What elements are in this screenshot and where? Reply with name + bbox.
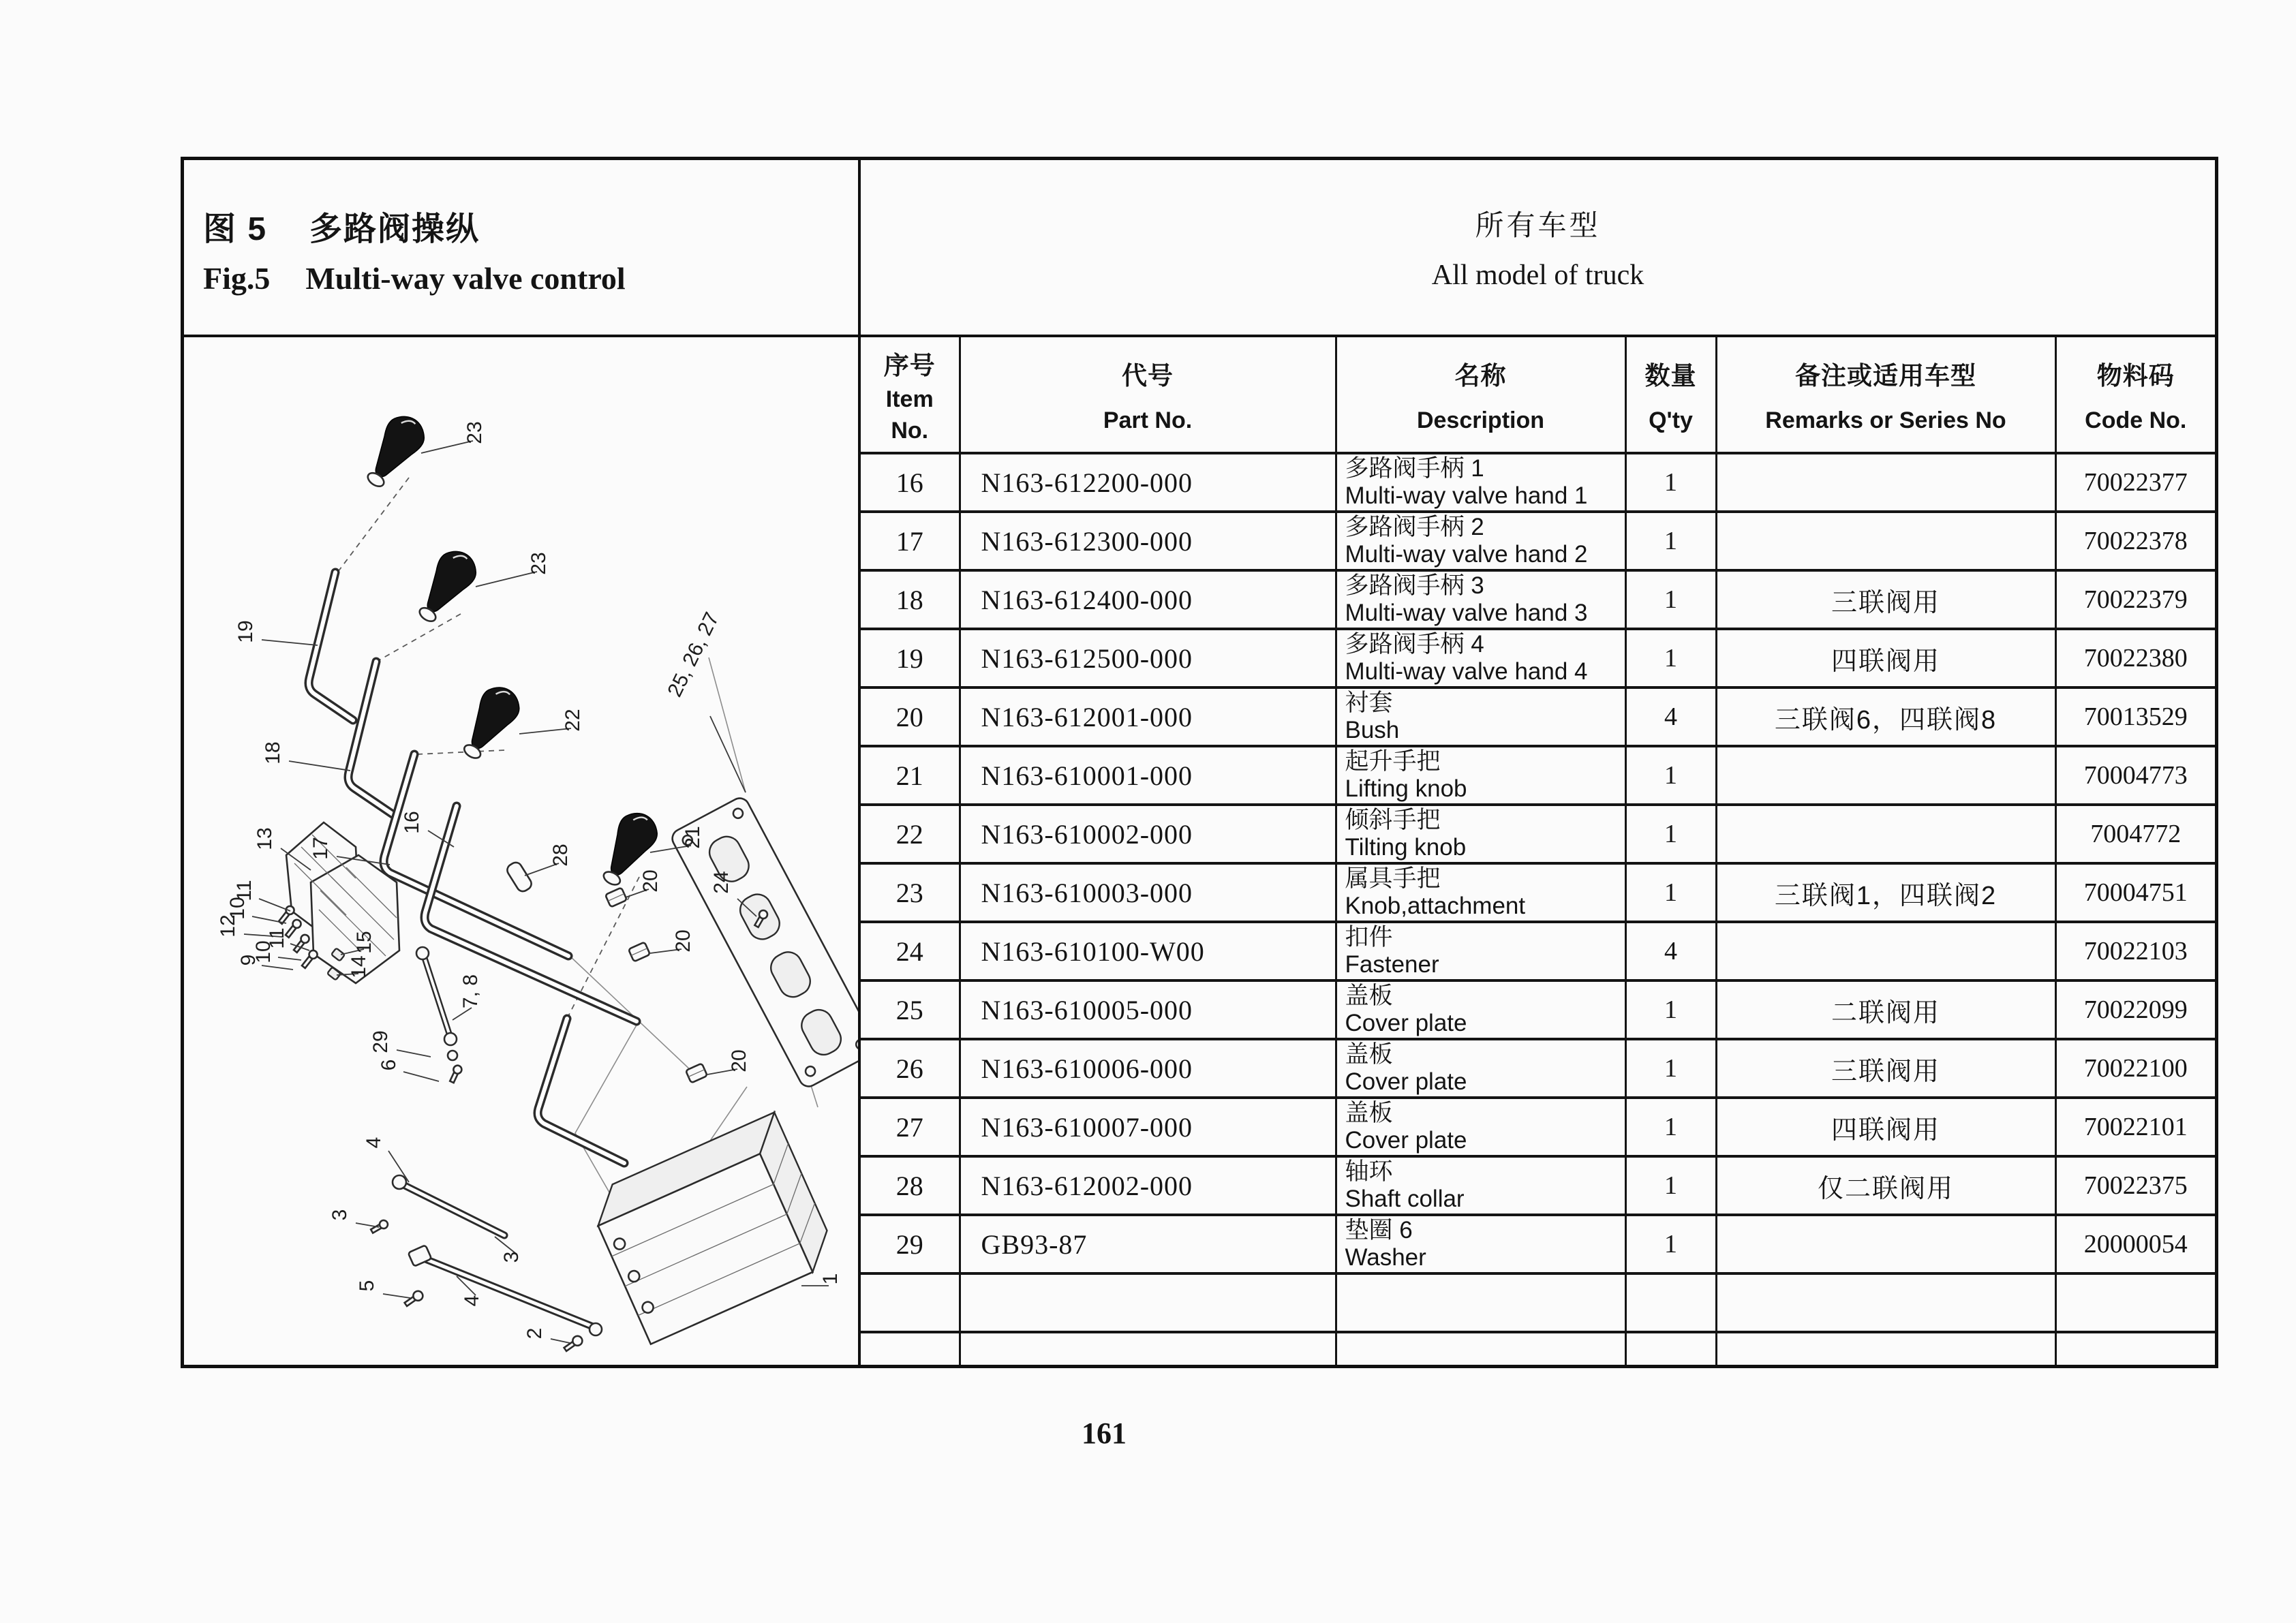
qty-cell: 1 — [1625, 863, 1716, 922]
parts-table-panel — [861, 337, 2215, 1365]
part-no-cell: N163-612001-000 — [960, 687, 1336, 746]
callout-label: 12 — [217, 914, 239, 938]
remarks-cell — [1716, 805, 2055, 863]
bush-20-b — [628, 942, 650, 962]
figure-number-cn: 图 5 — [203, 211, 268, 247]
description-cn: 扣件 — [1345, 924, 1393, 950]
qty-cell: 1 — [1625, 1098, 1716, 1156]
construction-line — [570, 956, 692, 1072]
callout-label: 19 — [234, 620, 257, 643]
knob-23-a — [356, 409, 431, 495]
tie-rod-4-a — [393, 1175, 504, 1235]
item-no-cell: 24 — [861, 922, 960, 980]
code-cell: 20000054 — [2055, 1215, 2215, 1273]
description-cn: 垫圈 6 — [1345, 1217, 1413, 1243]
description-cell — [1336, 687, 1625, 746]
table-row — [861, 863, 2215, 922]
assembly-axis-line — [338, 478, 409, 572]
qty-cell: 1 — [1625, 805, 1716, 863]
table-row — [861, 1098, 2215, 1156]
description-cell — [1336, 453, 1625, 512]
callout-label: 14 — [348, 955, 370, 978]
callout-leader — [262, 965, 293, 970]
col-header-description: 名称 Description — [1336, 337, 1625, 453]
qty-cell: 1 — [1625, 1156, 1716, 1215]
link-rod-7-8 — [416, 947, 463, 1083]
description-en: Knob,attachment — [1345, 893, 1526, 919]
description-cell — [1336, 1156, 1625, 1215]
remarks-cell: 四联阀用 — [1716, 629, 2055, 687]
col-header-code: 物料码 Code No. — [2055, 337, 2215, 453]
callout-label: 22 — [562, 709, 584, 732]
description-en: Bush — [1345, 717, 1400, 743]
item-no-cell: 26 — [861, 1039, 960, 1098]
qty-cell: 1 — [1625, 980, 1716, 1039]
callout-label: 29 — [369, 1030, 392, 1053]
table-row — [861, 1156, 2215, 1215]
part-no-cell: N163-612400-000 — [960, 570, 1336, 629]
description-cn: 盖板 — [1345, 1100, 1393, 1126]
item-no-cell: 25 — [861, 980, 960, 1039]
callout-leader — [383, 1294, 410, 1298]
description-en: Cover plate — [1345, 1127, 1467, 1154]
remarks-cell — [1716, 922, 2055, 980]
table-row-filler — [861, 1332, 2215, 1365]
qty-cell: 1 — [1625, 453, 1716, 512]
remarks-cell: 三联阀1，四联阀2 — [1716, 863, 2055, 922]
qty-cell: 1 — [1625, 746, 1716, 805]
table-row — [861, 629, 2215, 687]
item-no-cell: 29 — [861, 1215, 960, 1273]
remarks-cell — [1716, 746, 2055, 805]
exploded-view-diagram — [184, 337, 858, 1362]
col-header-remarks: 备注或适用车型 Remarks or Series No — [1716, 337, 2055, 453]
remarks-cell — [1716, 1273, 2055, 1332]
table-row-empty — [861, 1273, 2215, 1332]
callout-label: 20 — [639, 869, 662, 893]
code-cell: 70022100 — [2055, 1039, 2215, 1098]
description-cn: 倾斜手把 — [1345, 807, 1441, 833]
callout-label: 3 — [328, 1209, 351, 1221]
code-cell: 70022101 — [2055, 1098, 2215, 1156]
callout-label: 9 — [237, 954, 260, 966]
callout-label: 21 — [682, 826, 704, 849]
callout-label: 24 — [710, 871, 733, 894]
callout-leader — [453, 1008, 472, 1020]
applicability-en: All model of truck — [1431, 260, 1644, 291]
left-column — [184, 160, 861, 1365]
applicability-cn: 所有车型 — [1475, 209, 1601, 241]
callout-label: 25, 26, 27 — [663, 608, 724, 701]
callout-leader — [495, 1237, 515, 1253]
figure-name-en: Multi-way valve control — [305, 261, 626, 296]
part-no-cell: N163-610100-W00 — [960, 922, 1336, 980]
callout-leader — [278, 957, 301, 960]
figure-panel — [184, 337, 858, 1365]
item-no-cell: 18 — [861, 570, 960, 629]
item-no-cell: 22 — [861, 805, 960, 863]
callout-leader — [262, 640, 318, 645]
code-cell: 70022099 — [2055, 980, 2215, 1039]
lever-rod-19 — [309, 572, 353, 720]
item-no-cell: 17 — [861, 512, 960, 570]
parts-table-tail — [861, 1273, 2215, 1365]
table-row — [861, 746, 2215, 805]
knob-22 — [453, 680, 526, 767]
item-no-cell: 20 — [861, 687, 960, 746]
applicability-header — [861, 160, 2215, 337]
item-no-cell: 23 — [861, 863, 960, 922]
description-cell — [1336, 980, 1625, 1039]
code-cell: 70004773 — [2055, 746, 2215, 805]
description-en: Multi-way valve hand 4 — [1345, 658, 1588, 685]
remarks-cell — [1716, 512, 2055, 570]
item-no-cell: 19 — [861, 629, 960, 687]
bush-20-a — [605, 888, 627, 908]
description-cn: 属具手把 — [1345, 865, 1441, 892]
part-no-cell: N163-612300-000 — [960, 512, 1336, 570]
description-cn: 起升手把 — [1345, 748, 1441, 775]
table-row — [861, 512, 2215, 570]
description-cell — [1336, 1273, 1625, 1332]
item-no-cell: 27 — [861, 1098, 960, 1156]
parts-table-body — [861, 453, 2215, 1273]
part-no-cell — [960, 1273, 1336, 1332]
callout-leader — [403, 1072, 439, 1081]
figure-name-cn: 多路阀操纵 — [309, 211, 480, 247]
callout-label: 4 — [461, 1295, 483, 1307]
remarks-cell — [1716, 453, 2055, 512]
part-no-cell: N163-610003-000 — [960, 863, 1336, 922]
figure-title-cn — [203, 202, 858, 249]
description-cell — [1336, 1098, 1625, 1156]
part-no-cell: N163-610002-000 — [960, 805, 1336, 863]
callout-label: 17 — [309, 837, 332, 860]
table-row — [861, 453, 2215, 512]
table-row — [861, 922, 2215, 980]
col-header-qty: 数量 Q'ty — [1625, 337, 1716, 453]
callout-label: 13 — [254, 827, 276, 850]
callout-label: 1 — [819, 1273, 842, 1285]
description-cn: 盖板 — [1345, 983, 1393, 1009]
table-row — [861, 980, 2215, 1039]
callout-label: 10 — [226, 897, 249, 920]
callout-leader — [397, 1050, 431, 1057]
description-cn: 多路阀手柄 1 — [1345, 455, 1484, 482]
remarks-cell: 三联阀用 — [1716, 1039, 2055, 1098]
description-cn: 多路阀手柄 2 — [1345, 514, 1484, 540]
part-no-cell: N163-612002-000 — [960, 1156, 1336, 1215]
qty-cell — [1625, 1273, 1716, 1332]
callout-leader — [259, 899, 290, 911]
shaft-collar-28 — [505, 861, 534, 894]
description-cell — [1336, 805, 1625, 863]
callout-label: 2 — [523, 1327, 546, 1340]
callout-leader — [356, 1223, 379, 1227]
part-no-cell: N163-610005-000 — [960, 980, 1336, 1039]
lever-rod-18 — [348, 662, 393, 814]
callout-leader — [551, 1339, 570, 1343]
description-cell — [1336, 1039, 1625, 1098]
part-no-cell: N163-610006-000 — [960, 1039, 1336, 1098]
code-cell — [2055, 1273, 2215, 1332]
remarks-cell: 二联阀用 — [1716, 980, 2055, 1039]
bush-20-c — [686, 1064, 707, 1083]
description-cell — [1336, 863, 1625, 922]
assembly-axis-line — [379, 614, 461, 660]
col-header-item: 序号 Item No. — [861, 337, 960, 453]
table-header-row — [861, 337, 2215, 453]
code-cell: 70022378 — [2055, 512, 2215, 570]
description-cell — [1336, 512, 1625, 570]
remarks-cell: 三联阀6，四联阀8 — [1716, 687, 2055, 746]
part-no-cell: N163-610007-000 — [960, 1098, 1336, 1156]
item-no-cell: 28 — [861, 1156, 960, 1215]
code-cell: 70022380 — [2055, 629, 2215, 687]
description-en: Multi-way valve hand 3 — [1345, 600, 1588, 626]
table-row — [861, 1215, 2215, 1273]
description-en: Fastener — [1345, 951, 1439, 978]
description-en: Lifting knob — [1345, 775, 1467, 802]
description-cn: 盖板 — [1345, 1041, 1393, 1068]
description-en: Multi-way valve hand 1 — [1345, 482, 1588, 509]
qty-cell: 1 — [1625, 512, 1716, 570]
callout-label: 20 — [728, 1049, 750, 1072]
qty-cell: 1 — [1625, 1215, 1716, 1273]
callout-label: 3 — [500, 1251, 523, 1263]
valve-block-1 — [585, 1113, 840, 1344]
callout-label: 11 — [266, 927, 288, 949]
code-cell: 70022379 — [2055, 570, 2215, 629]
code-cell: 70013529 — [2055, 687, 2215, 746]
description-en: Shaft collar — [1345, 1186, 1465, 1212]
right-column — [861, 160, 2215, 1365]
callout-label: 4 — [363, 1137, 385, 1149]
lever-rod-21 — [538, 1019, 624, 1163]
description-cell — [1336, 629, 1625, 687]
remarks-cell: 仅二联阀用 — [1716, 1156, 2055, 1215]
remarks-cell: 三联阀用 — [1716, 570, 2055, 629]
table-row — [861, 1039, 2215, 1098]
callout-label: 5 — [356, 1280, 378, 1292]
code-cell: 70004751 — [2055, 863, 2215, 922]
page-number: 161 — [1082, 1417, 1127, 1450]
assembly-axis-line — [417, 750, 504, 754]
parts-table — [861, 337, 2215, 1365]
item-no-cell — [861, 1273, 960, 1332]
item-no-cell: 16 — [861, 453, 960, 512]
description-cn: 衬套 — [1345, 690, 1393, 716]
part-no-cell: N163-610001-000 — [960, 746, 1336, 805]
callout-label: 15 — [353, 931, 376, 954]
part-no-cell: N163-612200-000 — [960, 453, 1336, 512]
code-cell: 70022375 — [2055, 1156, 2215, 1215]
item-no-cell: 21 — [861, 746, 960, 805]
callout-label: 28 — [549, 844, 572, 867]
lever-rod-17 — [384, 754, 568, 956]
bolt-3-a — [370, 1219, 390, 1235]
part-no-cell: N163-612500-000 — [960, 629, 1336, 687]
table-row — [861, 805, 2215, 863]
bolt-5 — [403, 1289, 425, 1308]
callout-label: 10 — [252, 940, 275, 963]
callout-label: 18 — [262, 741, 284, 764]
qty-cell: 1 — [1625, 570, 1716, 629]
bracket-13 — [286, 822, 399, 983]
callout-label: 23 — [527, 552, 550, 575]
col-header-part-no: 代号 Part No. — [960, 337, 1336, 453]
callout-label: 20 — [672, 929, 694, 953]
description-en: Tilting knob — [1345, 834, 1467, 861]
figure-number-en: Fig.5 — [203, 261, 271, 296]
code-cell: 70022103 — [2055, 922, 2215, 980]
callout-leader — [289, 761, 350, 771]
figure-title-en — [203, 260, 858, 296]
description-cell — [1336, 1215, 1625, 1273]
description-cell — [1336, 746, 1625, 805]
code-cell: 70022377 — [2055, 453, 2215, 512]
callout-label: 7, 8 — [459, 974, 482, 1009]
callout-label: 16 — [401, 811, 423, 834]
knob-23-b — [408, 544, 483, 630]
description-en: Washer — [1345, 1244, 1426, 1271]
part-no-cell: GB93-87 — [960, 1215, 1336, 1273]
code-cell: 7004772 — [2055, 805, 2215, 863]
description-cell — [1336, 570, 1625, 629]
qty-cell: 1 — [1625, 1039, 1716, 1098]
table-row — [861, 570, 2215, 629]
description-en: Cover plate — [1345, 1010, 1467, 1036]
description-cn: 多路阀手柄 4 — [1345, 631, 1484, 658]
bolt-2 — [562, 1334, 584, 1353]
description-cn: 轴环 — [1345, 1158, 1393, 1185]
description-en: Cover plate — [1345, 1068, 1467, 1095]
remarks-cell — [1716, 1215, 2055, 1273]
remarks-cell: 四联阀用 — [1716, 1098, 2055, 1156]
description-cell — [1336, 922, 1625, 980]
qty-cell: 1 — [1625, 629, 1716, 687]
description-cn: 多路阀手柄 3 — [1345, 572, 1484, 599]
description-en: Multi-way valve hand 2 — [1345, 541, 1588, 568]
qty-cell: 4 — [1625, 687, 1716, 746]
callout-label: 11 — [233, 880, 256, 901]
page-frame — [181, 157, 2218, 1368]
figure-title-block — [184, 160, 858, 337]
qty-cell: 4 — [1625, 922, 1716, 980]
callout-label: 6 — [378, 1059, 400, 1071]
callout-label: 23 — [463, 421, 486, 444]
table-row — [861, 687, 2215, 746]
